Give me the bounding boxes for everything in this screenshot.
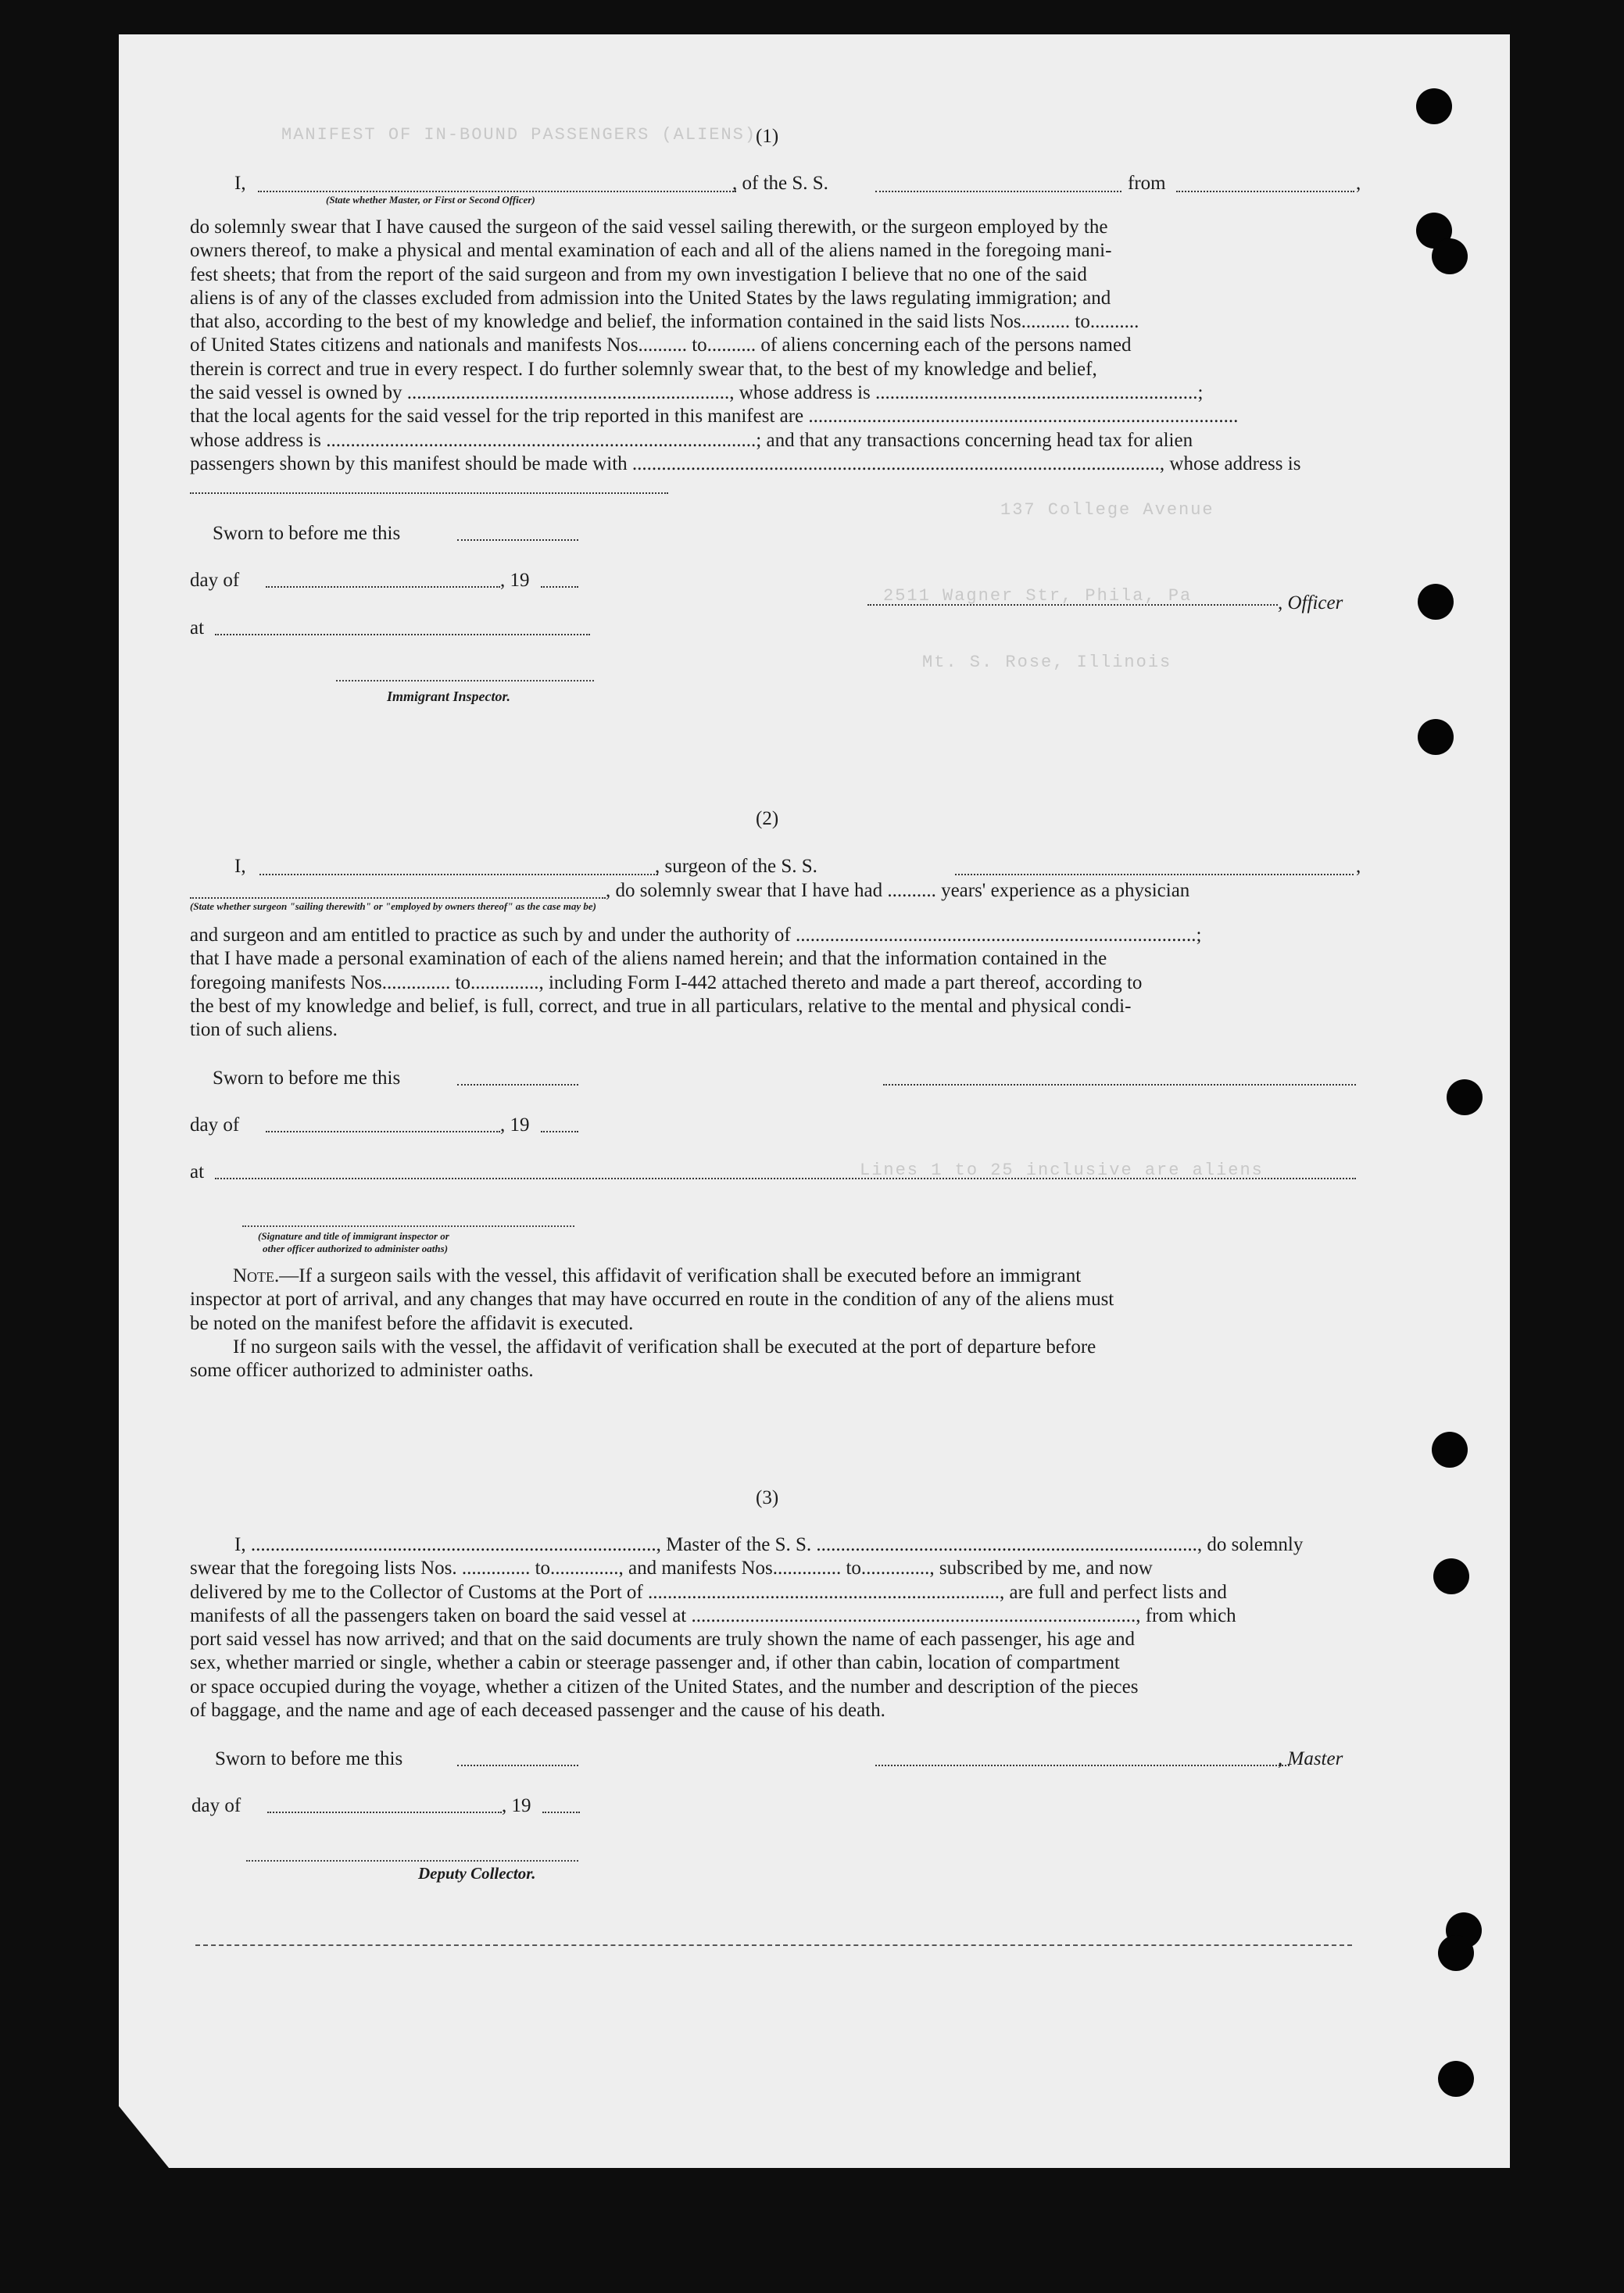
day-of-label: day of (190, 570, 240, 591)
sworn-label: Sworn to before me this (215, 1748, 403, 1769)
month-field[interactable] (267, 1812, 502, 1813)
place-field[interactable] (215, 634, 590, 635)
year-field[interactable] (542, 1812, 580, 1813)
day-of-label: day of (191, 1795, 241, 1816)
oath-line: passengers shown by this manifest should be made with ............................................................................................................, whose address is (190, 453, 1301, 474)
note-label: Note. (233, 1265, 280, 1286)
from-port-field[interactable] (1176, 191, 1354, 192)
oath-line: manifests of all the passengers taken on board the said vessel at ..........................................................................................., from which (190, 1604, 1236, 1626)
oath-line: sex, whether married or single, whether a cabin or steerage passenger and, if other than cabin, location of compartment (190, 1652, 1120, 1674)
oath-line: of United States citizens and nationals and manifests Nos.......... to.......... of aliens concerning each of the persons named (190, 334, 1132, 356)
oath-line: fest sheets; that from the report of the said surgeon and from my own investigation I believe that no one of the said (190, 263, 1087, 285)
oath-line: the best of my knowledge and belief, is full, correct, and true in all particulars, relative to the mental and physical condi- (190, 995, 1132, 1017)
punch-hole (1438, 2061, 1474, 2097)
officer-signature-line[interactable] (867, 604, 1278, 606)
bleed-through-text: Mt. S. Rose, Illinois (922, 653, 1172, 672)
oath-line: aliens is of any of the classes excluded from admission into the United States by the laws regulating immigration; and (190, 287, 1111, 309)
master-subcaption: (State whether Master, or First or Second Officer) (326, 194, 535, 206)
bleed-through-text: 137 College Avenue (1000, 500, 1214, 520)
surgeon-signature-line[interactable] (883, 1084, 1356, 1086)
punch-hole (1416, 88, 1452, 124)
administering-officer-signature-line[interactable] (242, 1225, 574, 1227)
sworn-label: Sworn to before me this (213, 523, 401, 544)
month-field[interactable] (266, 586, 500, 588)
oath-line: port said vessel has now arrived; and that on the said documents are truly shown the name of each passenger, his age and (190, 1629, 1136, 1651)
punch-hole (1418, 719, 1454, 755)
address-continuation-field[interactable] (190, 492, 668, 494)
punch-hole (1447, 1079, 1483, 1115)
sworn-day-field[interactable] (457, 1084, 578, 1086)
master-signature-line[interactable] (875, 1765, 1290, 1766)
section-number: (3) (756, 1487, 779, 1508)
note-line: inspector at port of arrival, and any changes that may have occurred en route in the condition of any of the aliens must (190, 1289, 1114, 1311)
note-line: some officer authorized to administer oaths. (190, 1360, 534, 1382)
oath-line: and surgeon and am entitled to practice as such by and under the authority of ..................................................................................; (190, 925, 1202, 946)
sworn-day-field[interactable] (457, 1765, 578, 1766)
note-paragraph (190, 1265, 1361, 1383)
note-line: be noted on the manifest before the affidavit is executed. (190, 1312, 634, 1334)
oath-line: swear that the foregoing lists Nos. .............. to.............., and manifests Nos.............. to.............., subscribed by me, and now (190, 1558, 1153, 1579)
oath-line: that also, according to the best of my knowledge and belief, the information contained in the said lists Nos.......... to.......... (190, 311, 1139, 333)
officer-rank-field[interactable] (258, 191, 736, 192)
oath-line: that I have made a personal examination of each of the aliens named herein; and that the information contained in the (190, 948, 1107, 970)
vessel-name-field[interactable] (875, 191, 1121, 192)
punch-hole (1418, 584, 1454, 620)
place-field[interactable] (215, 1178, 1356, 1179)
punch-hole (1438, 1935, 1474, 1971)
day-of-label: day of (190, 1114, 240, 1136)
from-label: from (1128, 173, 1166, 194)
master-manifest-paragraph (190, 1533, 1361, 1722)
oath-line: the said vessel is owned by .................................................................., whose address is ..................................................................; (190, 382, 1204, 404)
sworn-clause: , do solemnly swear that I have had .......... years' experience as a physician (606, 880, 1190, 901)
comma: , (1356, 856, 1361, 877)
deputy-label: Deputy Collector. (418, 1864, 536, 1883)
note-line: —If a surgeon sails with the vessel, this affidavit of verification shall be executed before an immigrant (279, 1265, 1082, 1286)
master-label: , Master (1278, 1748, 1343, 1769)
sworn-day-field[interactable] (457, 539, 578, 541)
note-line: If no surgeon sails with the vessel, the affidavit of verification shall be executed at the port of departure before (233, 1336, 1096, 1358)
bleed-through-text: Lines 1 to 25 inclusive are aliens (860, 1161, 1264, 1180)
i-label: I, (234, 173, 246, 194)
punch-hole (1433, 1558, 1469, 1594)
oath-line: delivered by me to the Collector of Customs at the Port of ........................................................................, are full and perfect lists and (190, 1581, 1227, 1603)
surgeon-vessel-field[interactable] (955, 874, 1354, 875)
oath-line: tion of such aliens. (190, 1019, 338, 1041)
oath-line: or space occupied during the voyage, whether a citizen of the United States, and the number and description of the pieces (190, 1676, 1139, 1697)
section-number: (2) (756, 808, 779, 829)
sworn-label: Sworn to before me this (213, 1068, 401, 1089)
section-number: (1) (756, 126, 779, 147)
officer-label: , Officer (1278, 592, 1343, 613)
year-field[interactable] (541, 1131, 578, 1132)
punch-hole (1432, 238, 1468, 274)
oath-line: of baggage, and the name and age of each deceased passenger and the cause of his death. (190, 1700, 885, 1722)
bleed-through-text: 2511 Wagner Str, Phila, Pa (883, 586, 1193, 606)
bleed-through-text: MANIFEST OF IN-BOUND PASSENGERS (ALIENS) (281, 125, 757, 145)
i-label: I, (234, 856, 246, 877)
oath-line: whose address is ........................................................................................; and that any transactions concerning head tax for alien (190, 429, 1193, 451)
punch-hole (1432, 1432, 1468, 1468)
year-label: , 19 (500, 570, 530, 591)
surgeon-name-field[interactable] (259, 874, 658, 875)
year-label: , 19 (500, 1114, 530, 1136)
inspector-label: Immigrant Inspector. (387, 689, 511, 704)
oath-line: do solemnly swear that I have caused the surgeon of the said vessel sailing therewith, or the surgeon employed by the (190, 216, 1108, 238)
surgeon-status-field[interactable] (190, 897, 606, 899)
oath-line: owners thereof, to make a physical and mental examination of each and all of the aliens named in the foregoing mani- (190, 240, 1112, 262)
at-label: at (190, 617, 205, 639)
surgeon-oath-paragraph (190, 924, 1361, 1042)
oath-line: that the local agents for the said vessel for the trip reported in this manifest are ........................................................................................ (190, 406, 1239, 427)
oath-line: foregoing manifests Nos.............. to.............., including Form I-442 attached thereto and made a part thereof, according to (190, 971, 1143, 993)
year-field[interactable] (541, 586, 578, 588)
at-label: at (190, 1161, 205, 1182)
surgeon-of-label: , surgeon of the S. S. (655, 856, 817, 877)
oath-line: therein is correct and true in every respect. I do further solemnly swear that, to the best of my knowledge and belief, (190, 358, 1097, 380)
inspector-signature-line[interactable] (336, 680, 594, 681)
of-ss-label: , of the S. S. (732, 173, 828, 194)
year-label: , 19 (502, 1795, 531, 1816)
surgeon-subcaption: (State whether surgeon "sailing therewith" or "employed by owners thereof" as the case may be) (190, 900, 596, 912)
comma: , (1356, 173, 1361, 194)
master-oath-paragraph (190, 216, 1361, 476)
bottom-rule (195, 1944, 1352, 1946)
signature-caption: (Signature and title of immigrant inspector or (258, 1230, 449, 1242)
month-field[interactable] (266, 1131, 500, 1132)
signature-caption: other officer authorized to administer oaths) (263, 1243, 449, 1254)
oath-line: I, ..................................................................................., Master of the S. S. .............................................................................., do solemnly (234, 1534, 1304, 1555)
